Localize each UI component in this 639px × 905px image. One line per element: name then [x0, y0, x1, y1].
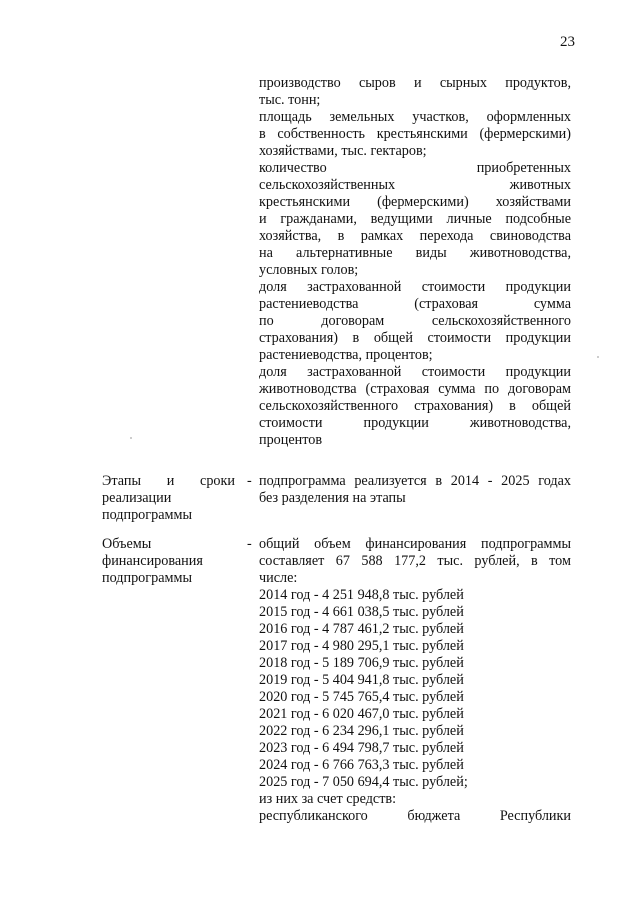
financing-value-line: 2015 год - 4 661 038,5 тыс. рублей — [259, 604, 464, 620]
scan-speck — [597, 356, 599, 358]
financing-value-line: 2025 год - 7 050 694,4 тыс. рублей; — [259, 774, 468, 790]
indicator-text-line: условных голов; — [259, 262, 359, 278]
indicator-text-line: на альтернативные виды животноводства, — [259, 245, 571, 261]
stages-dash: - — [247, 473, 252, 489]
indicators-continuation — [259, 75, 571, 449]
indicator-text-line: по договорам сельскохозяйственного — [259, 313, 571, 329]
indicator-text-line: процентов — [259, 432, 323, 448]
page-number: 23 — [560, 34, 575, 50]
indicator-text-line: животноводства (страховая сумма по договорам — [259, 381, 571, 397]
indicator-text-line: крестьянскими (фермерскими) хозяйствами — [259, 194, 571, 210]
financing-value-line: из них за счет средств: — [259, 791, 397, 807]
financing-value-line: республиканского бюджета Республики — [259, 808, 571, 824]
indicator-text-line: доля застрахованной стоимости продукции — [259, 279, 571, 295]
financing-value-line: общий объем финансирования подпрограммы — [259, 536, 571, 552]
indicator-text-line: производство сыров и сырных продуктов, — [259, 75, 571, 91]
stages-label — [102, 473, 235, 524]
stages-label-line: подпрограммы — [102, 507, 192, 523]
stages-value-line: подпрограмма реализуется в 2014 - 2025 годах — [259, 473, 571, 489]
indicator-text-line: доля застрахованной стоимости продукции — [259, 364, 571, 380]
indicator-text-line: хозяйства, в рамках перехода свиноводства — [259, 228, 571, 244]
financing-label-line: Объемы — [102, 536, 152, 552]
financing-value-line: 2017 год - 4 980 295,1 тыс. рублей — [259, 638, 464, 654]
financing-value-line: 2014 год - 4 251 948,8 тыс. рублей — [259, 587, 464, 603]
financing-label-line: подпрограммы — [102, 570, 192, 586]
stages-value-line: без разделения на этапы — [259, 490, 406, 506]
indicator-text-line: страхования) в общей стоимости продукции — [259, 330, 571, 346]
scan-speck — [130, 437, 132, 439]
financing-label-line: финансирования — [102, 553, 203, 569]
financing-dash: - — [247, 536, 252, 552]
indicator-text-line: количество приобретенных — [259, 160, 571, 176]
financing-value — [259, 536, 571, 825]
indicator-text-line: сельскохозяйственного страхования) в общей — [259, 398, 571, 414]
stages-label-line: Этапы и сроки — [102, 473, 235, 489]
stages-value — [259, 473, 571, 507]
financing-value-line: 2022 год - 6 234 296,1 тыс. рублей — [259, 723, 464, 739]
financing-label — [102, 536, 235, 587]
financing-value-line: 2016 год - 4 787 461,2 тыс. рублей — [259, 621, 464, 637]
financing-value-line: 2021 год - 6 020 467,0 тыс. рублей — [259, 706, 464, 722]
indicator-text-line: стоимости продукции животноводства, — [259, 415, 571, 431]
financing-value-line: 2024 год - 6 766 763,3 тыс. рублей — [259, 757, 464, 773]
indicator-text-line: площадь земельных участков, оформленных — [259, 109, 571, 125]
indicator-text-line: хозяйствами, тыс. гектаров; — [259, 143, 427, 159]
indicator-text-line: растениеводства, процентов; — [259, 347, 433, 363]
indicator-text-line: сельскохозяйственных животных — [259, 177, 571, 193]
indicator-text-line: и гражданами, ведущими личные подсобные — [259, 211, 571, 227]
indicator-text-line: растениеводства (страховая сумма — [259, 296, 571, 312]
stages-label-line: реализации — [102, 490, 172, 506]
indicator-text-line: в собственность крестьянскими (фермерскими) — [259, 126, 571, 142]
financing-value-line: числе: — [259, 570, 298, 586]
financing-value-line: 2023 год - 6 494 798,7 тыс. рублей — [259, 740, 464, 756]
financing-value-line: 2020 год - 5 745 765,4 тыс. рублей — [259, 689, 464, 705]
indicator-text-line: тыс. тонн; — [259, 92, 321, 108]
financing-value-line: составляет 67 588 177,2 тыс. рублей, в том — [259, 553, 571, 569]
financing-value-line: 2019 год - 5 404 941,8 тыс. рублей — [259, 672, 464, 688]
financing-value-line: 2018 год - 5 189 706,9 тыс. рублей — [259, 655, 464, 671]
